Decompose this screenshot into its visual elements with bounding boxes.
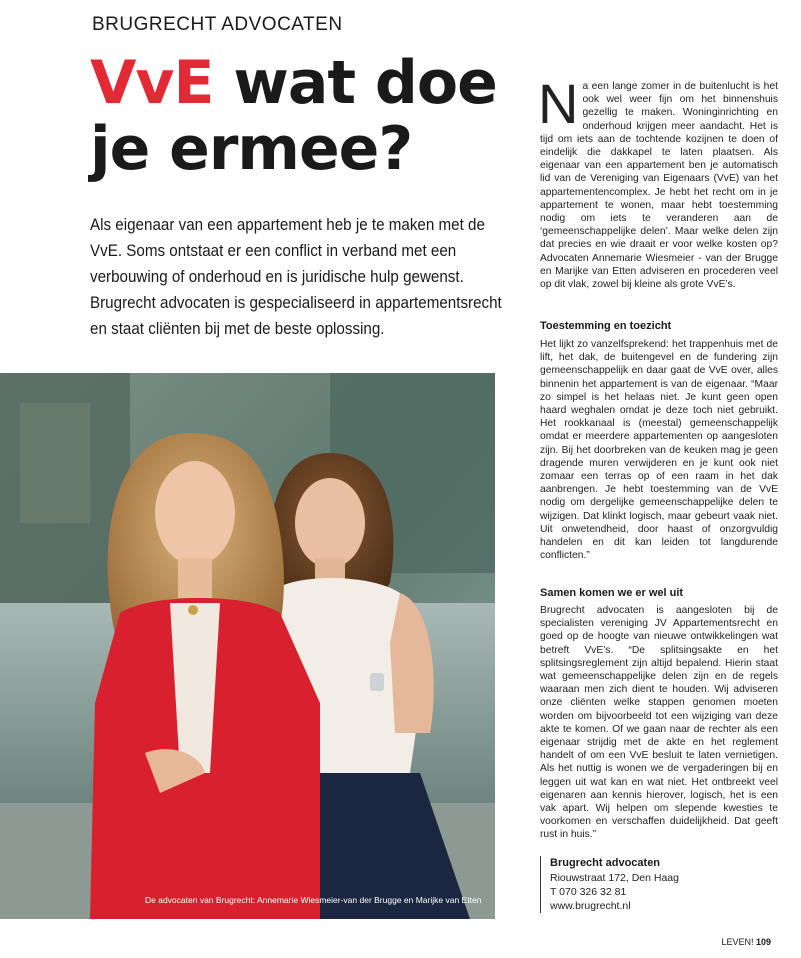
paragraph-1-text: a een lange zomer in de buitenlucht is het ook wel weer fijn om het binnenshuis gezellig te maken. Woninginrichting en onderhoud krijgen meer aandacht. Het is tijd om iets aan de tochtende kozijnen te doen of eindelijk die dakkapel te laten plaatsen. Als eigenaar van een appartement ben je automatisch lid van de Vereniging van Eigenaars (VvE) van het appartementencomplex. Je hebt het recht om in je appartement te wonen, maar hebt toestemming nodig om iets te veranderen aan de ‘gemeenschappelijke delen’. Maar welke delen zijn dat precies en wie draait er voor welke kosten op? Advocaten Annemarie Wiesmeier - van der Brugge en Marijke van Etten adviseren en procederen veel op dit vlak, zowel bij kleine als grote VvE’s. [540, 81, 778, 291]
portrait-photo [0, 373, 495, 919]
headline-line2: je ermee? [90, 114, 413, 184]
article-paragraph-1 [538, 72, 778, 291]
contact-phone: T 070 326 32 81 [550, 886, 627, 898]
contact-website: www.brugrecht.nl [550, 900, 631, 912]
page-number: 109 [755, 937, 771, 947]
kicker: BRUGRECHT ADVOCATEN [92, 14, 343, 35]
page-footer [721, 937, 771, 947]
contact-block [540, 856, 750, 913]
photo-caption: De advocaten van Brugrecht: Annemarie Wiesmeier-van der Brugge en Marijke van Etten [145, 895, 482, 905]
headline-accent: VvE [90, 48, 214, 118]
subheading-samen: Samen komen we er wel uit [540, 587, 684, 599]
article-paragraph-2: Het lijkt zo vanzelfsprekend: het trappenhuis met de lift, het dak, de buitengevel en de fundering zijn gemeenschappelijk en daar gaat de VvE over, alles binnenin het appartement is van de eigenaar. “Maar zo simpel is het helaas niet. Je kunt geen open haard weghalen omdat je deze toch niet gebruikt. Het rookkanaal is (meestal) gemeenschappelijk omdat er meerdere appartementen op aangesloten zijn. Bij het doorbreken van de keuken mag je geen dragende muren verwijderen en je kunt ook niet zomaar een terras op of een raam in het dak aanbrengen. Je hebt toestemming van de VvE nodig om dergelijke gemeenschappelijke delen te wijzigen. Dat klinkt logisch, maar gebeurt vaak niet. Uit onwetendheid, door haast of onzorgvuldig handelen en dit kan leiden tot langdurende conflicten.” [540, 339, 778, 562]
contact-name: Brugrecht advocaten [550, 857, 661, 869]
drop-cap: N [538, 72, 579, 135]
headline-line1: wat doe [213, 48, 497, 118]
subheading-toestemming: Toestemming en toezicht [540, 320, 672, 332]
headline [90, 50, 530, 182]
intro-paragraph: Als eigenaar van een appartement heb je te maken met de VvE. Soms ontstaat er een conflict in verband met een verbouwing of onderhoud en is juridische hulp gewenst. Brugrecht advocaten is gespecialiseerd in appartementsrecht en staat cliënten bij met de beste oplossing. [90, 216, 502, 338]
article-paragraph-3: Brugrecht advocaten is aangesloten bij de specialisten vereniging JV Appartementsrecht en goed op de hoogte van nieuwe ontwikkelingen wat betreft VvE’s. “De splitsingsakte en het splitsingsreglement zijn altijd bepalend. Hierin staat wat gemeenschappelijke delen zijn en de regels waaraan men zich dient te houden. Wij adviseren onze cliënten welke stappen genomen moeten worden om bijvoorbeeld tot een wijziging van deze akte te komen. Of we gaan naar de rechter als een eigenaar strijdig met de akte en het reglement handelt of om een VvE besluit te laten vernietigen. Als het nuttig is wonen we de vergaderingen bij en leggen uit wat kan en wat niet. Het ontbreekt veel eigenaren aan kennis hierover, logisch, het is een vak apart. Wij helpen om slepende kwesties te voorkomen en verschaffen duidelijkheid. Dat geeft rust in huis.” [540, 605, 778, 841]
contact-address: Riouwstraat 172, Den Haag [550, 872, 679, 884]
magazine-name: LEVEN! [721, 937, 756, 947]
